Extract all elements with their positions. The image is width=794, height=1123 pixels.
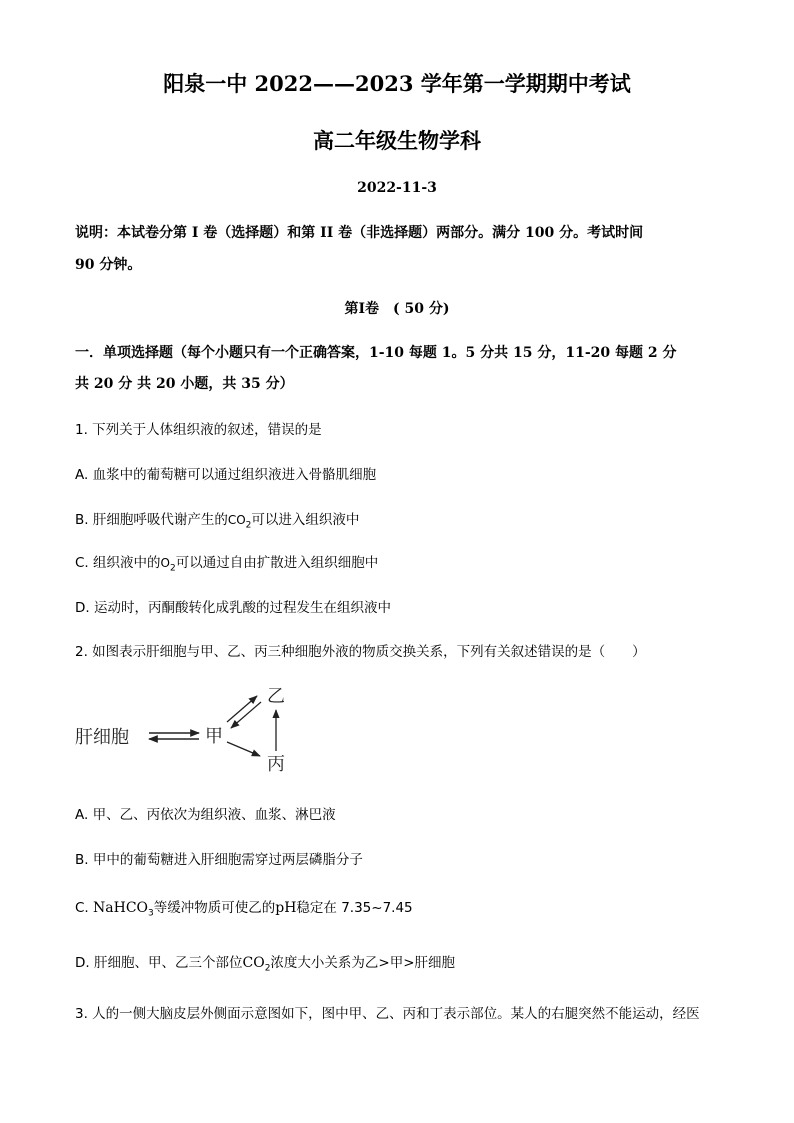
fluid-exchange-diagram [75,678,315,778]
exam-title: 阳泉一中 2022——2023 学年第一学期期中考试 [163,71,631,96]
diagram-label-jia: 甲 [205,726,223,747]
question-2-stem: 2. 如图表示肝细胞与甲、乙、丙三种细胞外液的物质交换关系，下列有关叙述错误的是（ ） [75,644,646,660]
question-3-stem: 3. 人的一侧大脑皮层外侧面示意图如下，图中甲、乙、丙和丁表示部位。某人的右腿突然不能运动，经医 [75,1006,700,1022]
instructions-line-1: 说明：本试卷分第 I 卷（选择题）和第 II 卷（非选择题）两部分。满分 100 分。考试时间 [75,225,644,241]
question-2-option-a: A. 甲、乙、丙依次为组织液、血浆、淋巴液 [75,807,336,823]
question-1-option-b: B. 肝细胞呼吸代谢产生的$CO_2$可以进入组织液中 [75,512,360,531]
section-title: 第Ⅰ卷 ( 50 分) [344,301,450,317]
exam-subtitle: 高二年级生物学科 [313,128,481,153]
instructions-line-2: 90 分钟。 [75,257,142,273]
part-heading-line-1: 一．单项选择题（每个小题只有一个正确答案，1-10 每题 1。5 分共 15 分，11-20 每题 2 分 [75,345,677,361]
question-1-option-c: C. 组织液中的$O_2$可以通过自由扩散进入组织细胞中 [75,555,379,574]
question-1-option-d: D. 运动时，丙酮酸转化成乳酸的过程发生在组织液中 [75,600,391,616]
part-heading-line-2: 共 20 分 共 20 小题，共 35 分） [75,376,294,392]
exam-date: 2022-11-3 [357,180,437,196]
question-2-option-b: B. 甲中的葡萄糖进入肝细胞需穿过两层磷脂分子 [75,852,363,868]
arrow-jia-to-bing [227,742,260,756]
question-1-option-a: A. 血浆中的葡萄糖可以通过组织液进入骨骼肌细胞 [75,467,377,483]
question-1-stem: 1. 下列关于人体组织液的叙述，错误的是 [75,422,322,438]
diagram-label-yi: 乙 [267,686,285,707]
question-2-option-d: D. 肝细胞、甲、乙三个部位$CO_2$浓度大小关系为乙>甲>肝细胞 [75,955,456,974]
diagram-label-bing: 丙 [267,754,285,775]
diagram-label-liver-cell: 肝细胞 [75,727,129,748]
question-2-option-c: C. NaHCO$_3$等缓冲物质可使乙的pH稳定在 7.35~7.45 [75,900,413,919]
